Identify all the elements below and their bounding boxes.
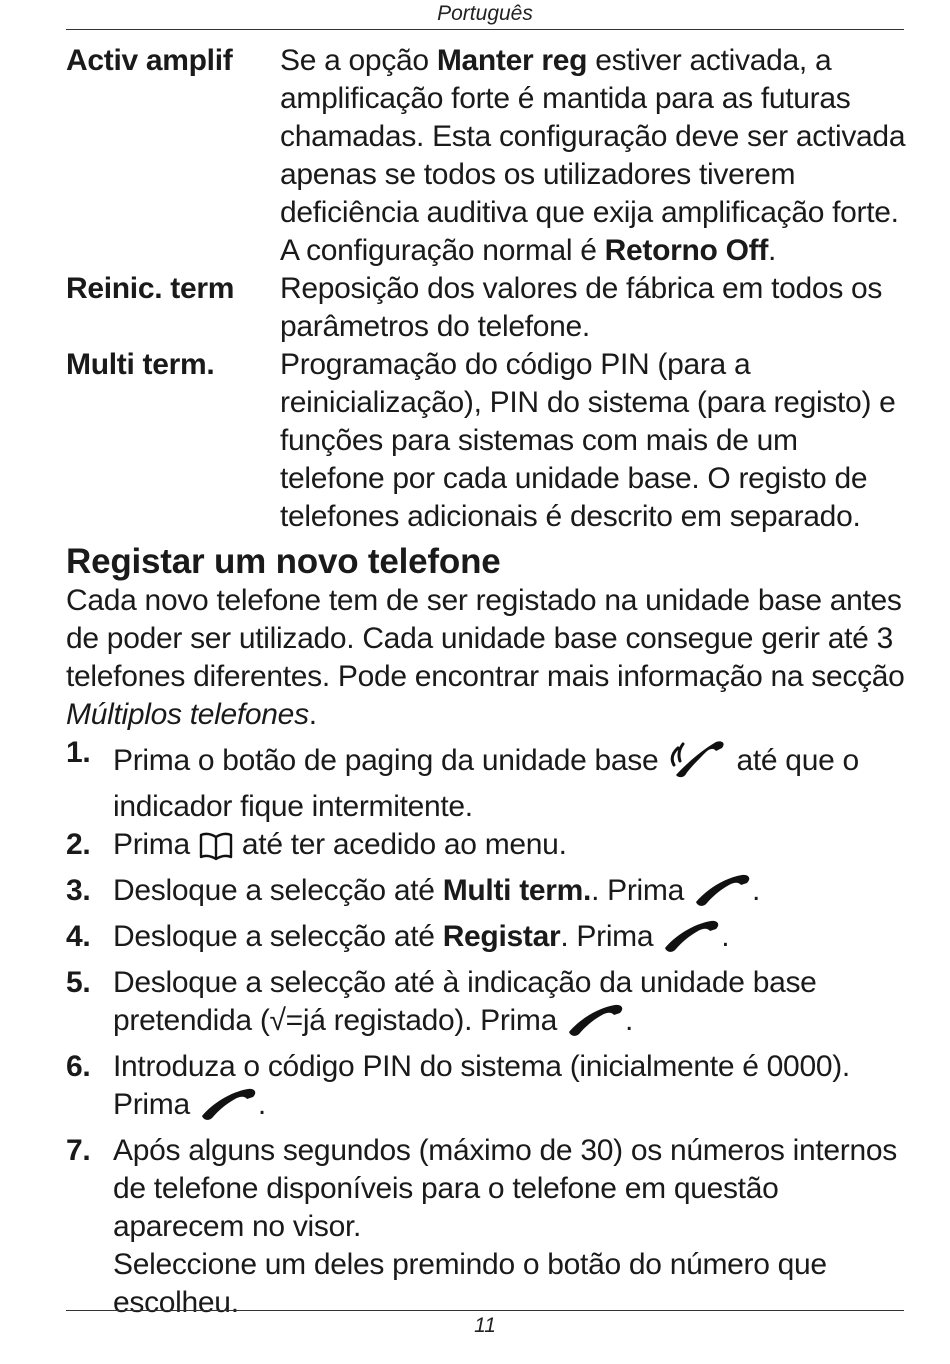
step-text [113, 826, 906, 872]
step-text-part: Seleccione um deles premindo o botão do número que escolheu. [113, 1248, 827, 1319]
step-number: 3. [66, 874, 91, 907]
intro-italic-text: Múltiplos telefones [66, 698, 309, 731]
call-handset-icon [661, 918, 721, 964]
step-text-part: . [721, 920, 730, 953]
step-text-part: . Prima [560, 920, 662, 953]
step-1 [66, 734, 906, 826]
step-number: 4. [66, 920, 91, 953]
steps-list [66, 734, 906, 1322]
step-text-part: até que o indicador fique intermitente. [113, 744, 859, 823]
setting-term: Multi term. [66, 348, 215, 381]
desc-bold-text: Retorno Off [604, 234, 769, 267]
step-bold-text: Multi term. [442, 874, 592, 907]
step-number: 1. [66, 736, 91, 769]
step-text-part: . [257, 1088, 266, 1121]
step-number: 5. [66, 966, 91, 999]
call-handset-icon [692, 872, 752, 918]
step-text-part: Prima o botão de paging da unidade base [113, 744, 667, 777]
setting-term: Activ amplif [66, 44, 233, 77]
page-number: 11 [474, 1314, 496, 1337]
step-6 [66, 1048, 906, 1132]
step-number: 2. [66, 828, 91, 861]
step-text-part: Após alguns segundos (máximo de 30) os números internos de telefone disponíveis para o telefone em questão aparecem no visor. [113, 1134, 897, 1243]
section-intro [66, 582, 906, 734]
setting-term: Reinic. term [66, 272, 235, 305]
setting-row-reinic-term [66, 270, 906, 346]
desc-text: Se a opção [280, 44, 437, 77]
step-3 [66, 872, 906, 918]
step-number: 6. [66, 1050, 91, 1083]
desc-text: estiver activada, a amplificação forte é mantida para as futuras chamadas. Esta configuração deve ser activada apenas se todos os utilizadores tiverem deficiência auditiva que exija amplificação forte. A configuração normal é [280, 44, 906, 267]
step-5 [66, 964, 906, 1048]
header-rule [66, 29, 904, 30]
step-text [113, 872, 906, 918]
step-text-part: Desloque a selecção até à indicação da unidade base pretendida (√=já registado). Prima [113, 966, 817, 1037]
step-text-part: . Prima [591, 874, 693, 907]
step-text-part: . [752, 874, 761, 907]
step-text [113, 1132, 906, 1322]
paging-handset-icon [666, 734, 728, 788]
step-text-part: Prima [113, 828, 198, 861]
section-title: Registar um novo telefone [66, 542, 501, 581]
menu-book-icon [198, 830, 234, 872]
setting-description: Programação do código PIN (para a reinicialização), PIN do sistema (para registo) e funções para sistemas com mais de um telefone por cada unidade base. O registo de telefones adicionais é descrito em separado. [280, 348, 896, 533]
step-text [113, 964, 906, 1048]
step-2 [66, 826, 906, 872]
setting-description: Reposição dos valores de fábrica em todos os parâmetros do telefone. [280, 272, 883, 343]
call-handset-icon [198, 1086, 258, 1132]
page-content [66, 42, 906, 1322]
intro-text: . [308, 698, 317, 731]
step-text-part: até ter acedido ao menu. [233, 828, 567, 861]
step-text [113, 1048, 906, 1132]
desc-text: . [768, 234, 777, 267]
header-language: Português [437, 2, 533, 25]
step-text-part: . [625, 1004, 634, 1037]
setting-row-multi-term [66, 346, 906, 536]
step-7 [66, 1132, 906, 1322]
step-text [113, 734, 906, 826]
setting-row-activ-amplif [66, 42, 906, 270]
intro-text: Cada novo telefone tem de ser registado na unidade base antes de poder ser utilizado. Cada unidade base consegue gerir até 3 telefones diferentes. Pode encontrar mais informação na secção [66, 584, 905, 693]
step-text [113, 918, 906, 964]
setting-description [280, 42, 906, 270]
step-text-part: Introduza o código PIN do sistema (inicialmente é 0000). Prima [113, 1050, 850, 1121]
desc-bold-text: Manter reg [436, 44, 588, 77]
step-bold-text: Registar [442, 920, 561, 953]
step-number: 7. [66, 1134, 91, 1167]
footer-rule [66, 1310, 904, 1311]
step-text-part: Desloque a selecção até [113, 920, 443, 953]
step-4 [66, 918, 906, 964]
step-text-part: Desloque a selecção até [113, 874, 443, 907]
call-handset-icon [565, 1002, 625, 1048]
